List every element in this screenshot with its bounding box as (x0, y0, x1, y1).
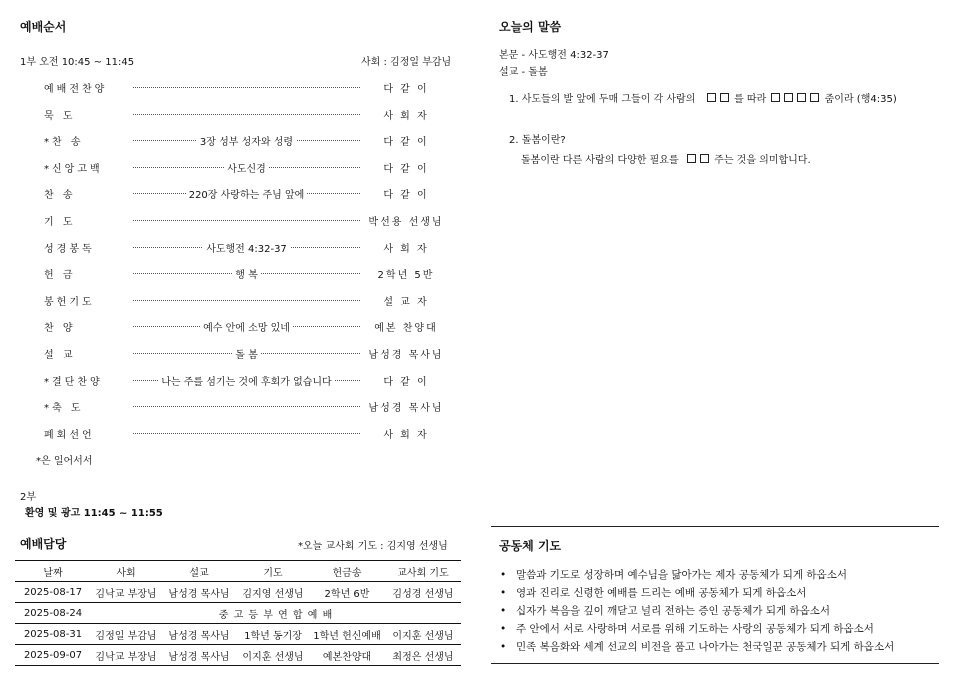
dot-leader (133, 346, 360, 360)
dot-leader (133, 160, 360, 174)
cell-date: 2025-08-31 (23, 628, 83, 640)
order-item-name: 찬 양 (44, 323, 76, 335)
order-item-name: *찬 송 (44, 137, 84, 149)
session2-detail: 환영 및 광고 11:45 ~ 11:55 (25, 508, 163, 519)
order-item-leader: 설 교 자 (383, 296, 429, 308)
blank-box-icon (700, 154, 709, 163)
dot-leader (133, 240, 360, 254)
order-item-detail: 220장 사랑하는 주님 앞에 (186, 190, 308, 201)
blank-box-icon (687, 154, 696, 163)
order-item-name: 찬 송 (44, 190, 76, 202)
list-item (0, 240, 460, 256)
order-item-name: 헌 금 (44, 270, 76, 282)
order-item-detail: 돌 봄 (232, 350, 261, 361)
order-list (0, 80, 460, 450)
order-item-name: 성경봉독 (44, 243, 95, 255)
col-header-host: 사회 (116, 567, 136, 579)
order-item-leader: 다 같 이 (383, 84, 429, 95)
order-item-detail: 3장 성부 성자와 성령 (197, 137, 296, 148)
order-item-name: 설 교 (44, 350, 76, 361)
dot-leader (133, 399, 360, 413)
table-row (15, 603, 461, 624)
cell-host: 김정일 부감님 (95, 630, 157, 642)
cell-sermon: 남성경 목사님 (168, 651, 230, 663)
blank-box-icon (784, 93, 793, 102)
order-item-name: *축 도 (44, 403, 84, 415)
cell-date: 2025-09-07 (23, 649, 83, 661)
list-item (0, 293, 460, 309)
cell-offering-song: 예본찬양대 (322, 651, 372, 663)
cell-prayer: 1학년 동기장 (244, 630, 302, 642)
community-bottom-divider (491, 663, 939, 664)
community-top-divider (491, 526, 939, 527)
cell-teacher-prayer: 최정은 선생님 (392, 651, 454, 663)
cell-offering-song: 1학년 헌신예배 (313, 630, 381, 642)
order-item-leader: 2학년 5반 (377, 270, 435, 282)
col-header-date: 날짜 (43, 567, 63, 579)
order-item-name: 봉헌기도 (44, 296, 95, 308)
order-item-leader: 다 같 이 (383, 163, 429, 175)
list-item: • 말씀과 기도로 성장하며 예수님을 닮아가는 제자 공동체가 되게 하옵소서 (500, 567, 894, 585)
order-item-detail: 행 복 (232, 270, 261, 281)
order-item-name: 폐회선언 (44, 429, 95, 441)
dot-leader (133, 213, 360, 227)
list-item (0, 319, 460, 335)
list-item (0, 346, 460, 362)
dot-leader (133, 373, 360, 387)
duty-title: 예배담당 (20, 537, 67, 551)
dot-leader (133, 186, 360, 200)
list-item (0, 266, 460, 282)
list-item: • 영과 진리로 신령한 예배를 드리는 예배 공동체가 되게 하옵소서 (500, 585, 894, 603)
blank-box-icon (707, 93, 716, 102)
sermon-title: 오늘의 말씀 (499, 20, 562, 34)
order-item-leader: 다 같 이 (383, 376, 429, 388)
order-item-leader: 다 같 이 (383, 137, 429, 149)
question-2-answer (521, 151, 811, 166)
dot-leader (133, 266, 360, 280)
dot-leader (133, 293, 360, 307)
cell-sermon: 남성경 목사님 (168, 588, 230, 600)
order-item-leader: 사 회 자 (383, 429, 429, 441)
cell-host: 김낙교 부장님 (95, 588, 157, 600)
question-1-part-a: 1. 사도들의 발 앞에 두매 그들이 각 사람의 (509, 94, 696, 105)
table-row (15, 624, 461, 645)
cell-sermon: 남성경 목사님 (168, 630, 230, 642)
order-item-leader: 사 회 자 (383, 243, 429, 255)
question-1 (509, 90, 897, 105)
list-item (0, 399, 460, 415)
list-item (0, 373, 460, 389)
table-header-row (15, 561, 461, 582)
order-item-leader: 박선용 선생님 (368, 217, 444, 228)
question-1-part-c: 줌이라 (행4:35) (824, 94, 897, 105)
teacher-prayer-note: *오늘 교사회 기도 : 김지영 선생님 (298, 541, 448, 552)
table-row (15, 582, 461, 603)
list-item (0, 80, 460, 96)
scripture-label: 본문 - 사도행전 4:32-37 (499, 50, 609, 61)
order-title: 예배순서 (20, 20, 67, 34)
order-item-detail: 예수 안에 소망 있네 (200, 323, 293, 334)
order-item-name: *결단찬양 (44, 376, 103, 388)
order-item-detail: 사도행전 4:32-37 (203, 244, 290, 255)
list-item (0, 186, 460, 202)
dot-leader (133, 133, 360, 147)
cell-teacher-prayer: 김성경 선생님 (392, 588, 454, 600)
order-item-leader: 다 같 이 (383, 190, 429, 202)
col-header-teacher-prayer: 교사회 기도 (397, 567, 449, 579)
question-2: 2. 돌봄이란? (509, 135, 566, 146)
session2-label: 2부 (20, 492, 37, 503)
duty-table (15, 560, 461, 666)
cell-prayer: 이지훈 선생님 (242, 651, 304, 663)
blank-box-icon (810, 93, 819, 102)
order-item-name: *신앙고백 (44, 163, 103, 175)
host-label: 사회 : 김정일 부감님 (361, 57, 452, 68)
question-2-part-a: 돌봄이란 다른 사람의 다양한 필요를 (521, 155, 679, 166)
blank-box-icon (771, 93, 780, 102)
cell-date: 2025-08-17 (23, 586, 83, 598)
table-row (15, 645, 461, 666)
dot-leader (133, 107, 360, 121)
order-item-leader: 남성경 목사님 (368, 403, 444, 415)
question-1-part-b: 를 따라 (734, 94, 767, 105)
order-item-leader: 예본 찬양대 (374, 323, 438, 335)
col-header-offering-song: 헌금송 (332, 567, 362, 579)
order-item-name: 묵 도 (44, 110, 76, 122)
cell-joint-service: 중 고 등 부 연 합 예 배 (218, 609, 334, 621)
order-item-detail: 나는 주를 섬기는 것에 후회가 없습니다 (158, 377, 334, 388)
order-item-leader: 남성경 목사님 (368, 350, 444, 361)
cell-offering-song: 2학년 6반 (324, 588, 370, 600)
order-item-leader: 사 회 자 (383, 110, 429, 122)
cell-teacher-prayer: 이지훈 선생님 (392, 630, 454, 642)
question-2-part-b: 주는 것을 의미합니다. (714, 155, 811, 166)
cell-host: 김낙교 부장님 (95, 651, 157, 663)
community-title: 공동체 기도 (499, 539, 562, 553)
order-item-name: 예배전찬양 (44, 84, 108, 95)
dot-leader (133, 80, 360, 94)
list-item: • 십자가 복음을 깊이 깨닫고 널리 전하는 증인 공동체가 되게 하옵소서 (500, 603, 894, 621)
list-item (0, 107, 460, 123)
col-header-prayer: 기도 (263, 567, 283, 579)
dot-leader (133, 319, 360, 333)
list-item (0, 213, 460, 229)
list-item (0, 426, 460, 442)
order-item-name: 기 도 (44, 217, 76, 228)
session1-time: 1부 오전 10:45 ~ 11:45 (20, 57, 135, 68)
dot-leader (133, 426, 360, 440)
cell-date: 2025-08-24 (23, 607, 83, 619)
blank-box-icon (797, 93, 806, 102)
list-item: • 민족 복음화와 세계 선교의 비전을 품고 나아가는 천국일꾼 공동체가 되게 하옵소서 (500, 639, 894, 657)
list-item (0, 160, 460, 176)
blank-box-icon (720, 93, 729, 102)
list-item (0, 133, 460, 149)
col-header-sermon: 설교 (189, 567, 209, 579)
cell-prayer: 김지영 선생님 (242, 588, 304, 600)
standing-note: *은 일어서서 (36, 456, 93, 467)
community-prayer-list (500, 567, 894, 657)
list-item: • 주 안에서 서로 사랑하며 서로를 위해 기도하는 사랑의 공동체가 되게 하옵소서 (500, 621, 894, 639)
order-item-detail: 사도신경 (224, 164, 269, 175)
topic-label: 설교 - 돌봄 (499, 67, 548, 78)
